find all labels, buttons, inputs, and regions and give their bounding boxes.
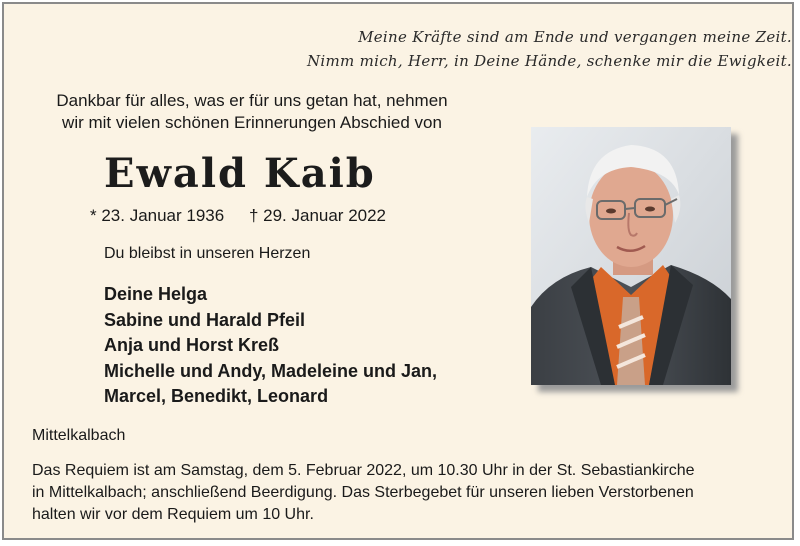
requiem-line-1: Das Requiem ist am Samstag, dem 5. Februar 2022, um 10.30 Uhr in der St. Sebastiankirche bbox=[32, 462, 695, 479]
family-line: Deine Helga bbox=[104, 284, 208, 304]
place-name: Mittelkalbach bbox=[32, 427, 126, 444]
family-line: Michelle und Andy, Madeleine und Jan, bbox=[104, 360, 438, 381]
family-line: Marcel, Benedikt, Leonard bbox=[104, 386, 329, 406]
family-list bbox=[104, 282, 437, 410]
portrait-photo bbox=[531, 127, 731, 385]
intro-line-1: Dankbar für alles, was er für uns getan hat, nehmen bbox=[56, 91, 448, 110]
family-line: Anja und Horst Kreß bbox=[104, 335, 280, 355]
family-line: Sabine und Harald Pfeil bbox=[104, 309, 306, 330]
intro-line-2: wir mit vielen schönen Erinnerungen Abschied von bbox=[62, 113, 442, 132]
life-dates bbox=[90, 206, 406, 226]
quote-line-1: Meine Kräfte sind am Ende und vergangen meine Zeit. bbox=[358, 28, 792, 46]
requiem-line-2: in Mittelkalbach; anschließend Beerdigung. Das Sterbegebet für unseren lieben Verstorbenen bbox=[32, 484, 694, 501]
deceased-name: Ewald Kaib bbox=[104, 150, 376, 197]
death-date: † 29. Januar 2022 bbox=[248, 206, 387, 225]
heart-line: Du bleibst in unseren Herzen bbox=[104, 245, 311, 262]
quote-line-2: Nimm mich, Herr, in Deine Hände, schenke mir die Ewigkeit. bbox=[306, 52, 792, 70]
requiem-text bbox=[32, 460, 780, 526]
birth-date: * 23. Januar 1936 bbox=[90, 206, 225, 225]
requiem-line-3: halten wir vor dem Requiem um 10 Uhr. bbox=[32, 506, 314, 523]
portrait-illustration bbox=[531, 127, 731, 385]
intro-text bbox=[32, 90, 472, 134]
